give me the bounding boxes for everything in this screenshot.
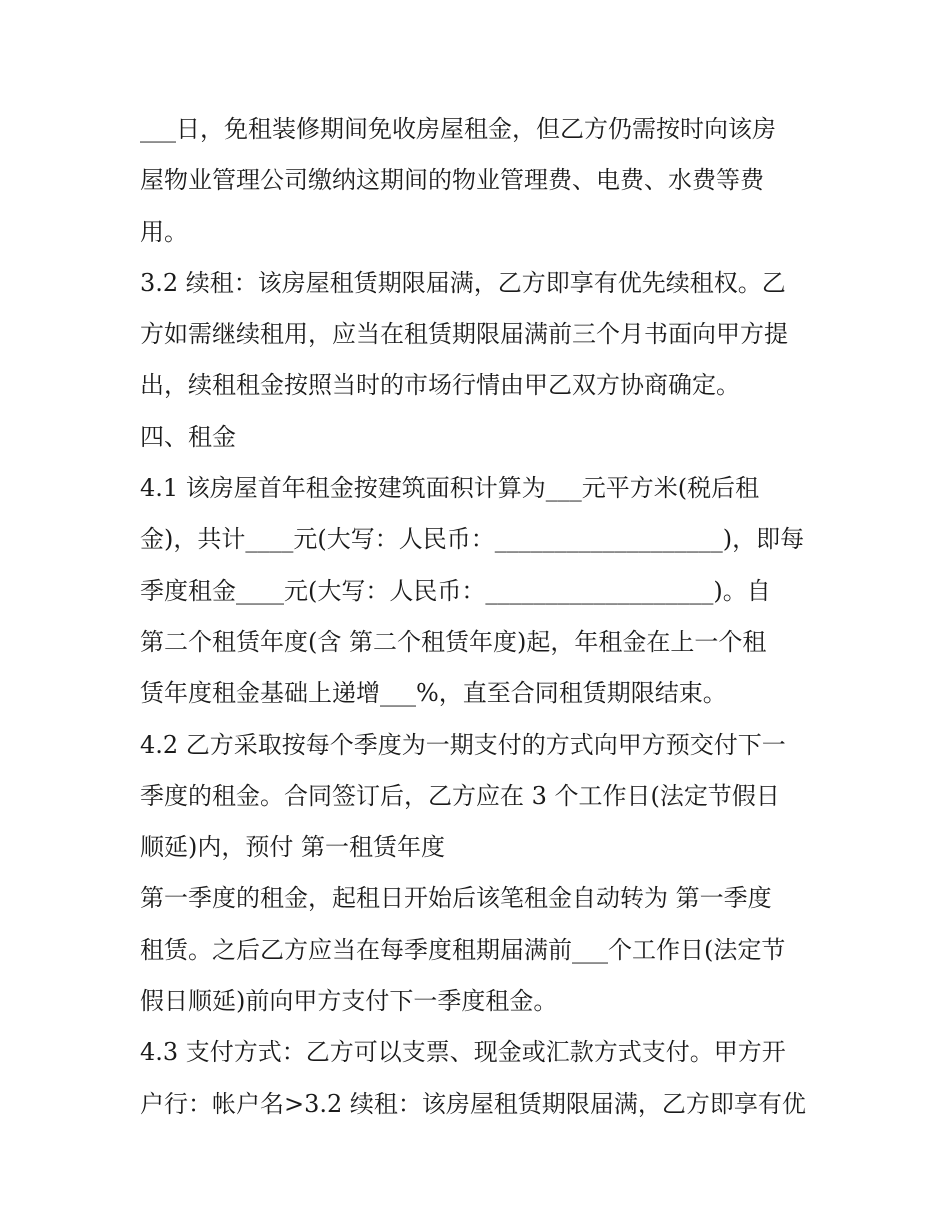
document-body — [140, 104, 840, 1130]
section-heading: 四、租金 — [140, 422, 236, 451]
text-line: 季度的租金。合同签订后，乙方应在 3 个工作日(法定节假日 — [140, 781, 780, 810]
text-line: 3.2 续租：该房屋租赁期限届满，乙方即享有优先续租权。乙 — [140, 268, 786, 297]
text-line: 第一季度的租金，起租日开始后该笔租金自动转为 第一季度 — [140, 884, 772, 913]
text-line: 租赁。之后乙方应当在每季度租期届满前___个工作日(法定节 — [140, 935, 786, 964]
text-line: 赁年度租金基础上递增___%，直至合同租赁期限结束。 — [140, 679, 727, 708]
text-line: 屋物业管理公司缴纳这期间的物业管理费、电费、水费等费 — [140, 166, 764, 195]
text-line: 4.1 该房屋首年租金按建筑面积计算为___元平方米(税后租 — [140, 474, 760, 503]
text-line: 户行：帐户名>3.2 续租：该房屋租赁期限届满，乙方即享有优 — [140, 1089, 806, 1118]
text-line: 方如需继续租用，应当在租赁期限届满前三个月书面向甲方提 — [140, 320, 788, 349]
text-line: 4.3 支付方式：乙方可以支票、现金或汇款方式支付。甲方开 — [140, 1038, 786, 1067]
text-line: 出，续租租金按照当时的市场行情由甲乙双方协商确定。 — [140, 371, 740, 400]
text-line: 季度租金____元(大写：人民币：___________________)。自 — [140, 576, 771, 605]
text-line: 4.2 乙方采取按每个季度为一期支付的方式向甲方预交付下一 — [140, 730, 786, 759]
text-line: 金)，共计____元(大写：人民币：___________________)，即每 — [140, 525, 805, 554]
text-line: 顺延)内，预付 第一租赁年度 — [140, 833, 445, 862]
text-line: ___日，免租装修期间免收房屋租金，但乙方仍需按时向该房 — [140, 115, 776, 143]
text-line: 用。 — [140, 217, 188, 246]
text-line: 假日顺延)前向甲方支付下一季度租金。 — [140, 987, 558, 1016]
text-line: 第二个租赁年度(含 第二个租赁年度)起，年租金在上一个租 — [140, 627, 767, 656]
